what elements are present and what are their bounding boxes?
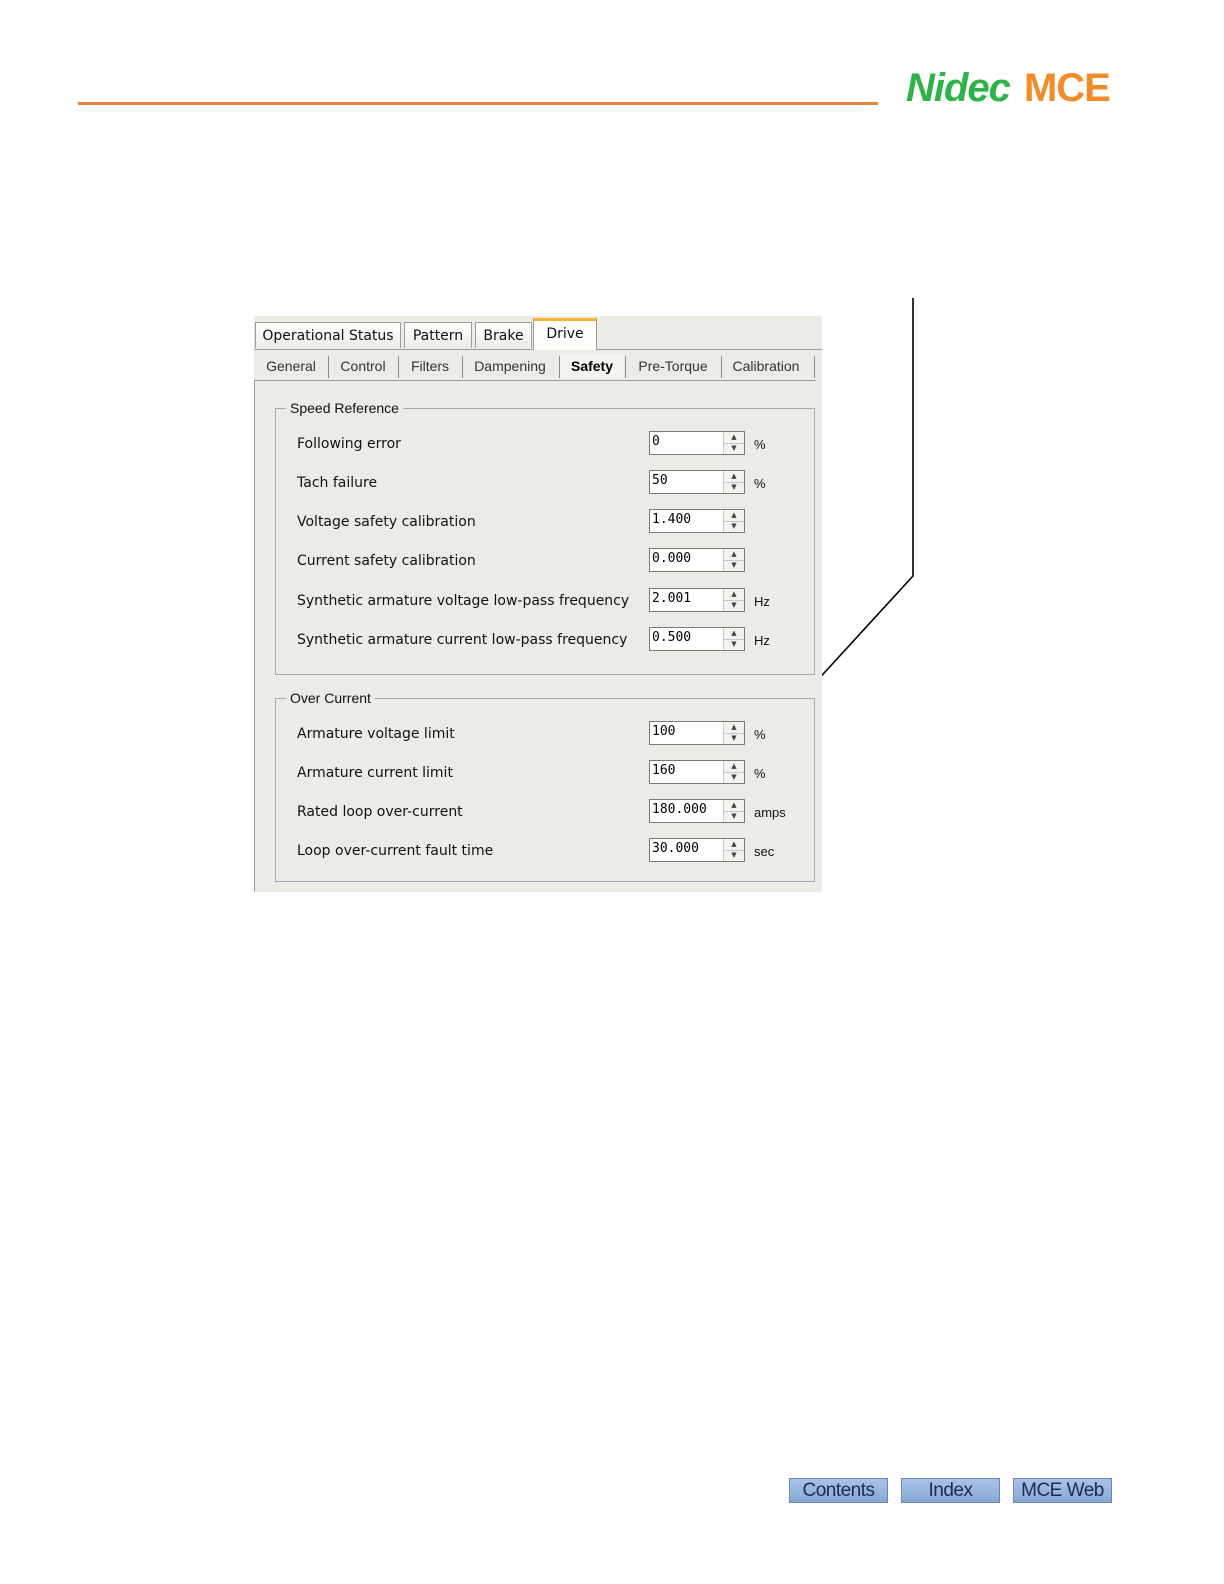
spin-down-icon[interactable]: ▼ <box>731 522 737 530</box>
header-rule <box>78 102 878 105</box>
spin-up-icon[interactable]: ▲ <box>724 549 744 561</box>
footer-nav <box>789 1478 1113 1504</box>
row-unit: % <box>754 727 766 742</box>
spin-up-icon[interactable]: ▲ <box>724 432 744 444</box>
spin-up-icon[interactable]: ▲ <box>724 471 744 483</box>
subtab-calibration[interactable]: Calibration <box>732 358 800 374</box>
tab-drive[interactable]: Drive <box>533 318 597 350</box>
current-safety-calibration-spinbox[interactable] <box>649 548 745 572</box>
spin-value: 2.001 <box>652 591 692 606</box>
subtab-safety[interactable]: Safety <box>560 354 624 378</box>
spin-down-icon[interactable]: ▼ <box>731 812 737 820</box>
row-label: Loop over-current fault time <box>297 843 494 859</box>
spin-value: 0.000 <box>652 551 692 566</box>
row-unit: Hz <box>754 633 770 648</box>
row-synthetic-current-lpf <box>276 627 814 653</box>
row-armature-current-limit <box>276 760 814 786</box>
spin-value: 180.000 <box>652 802 707 817</box>
spin-up-icon[interactable]: ▲ <box>724 800 744 812</box>
row-label: Current safety calibration <box>297 553 476 569</box>
row-unit: sec <box>754 844 775 859</box>
over-current-legend: Over Current <box>286 689 375 707</box>
row-label: Armature voltage limit <box>297 726 455 742</box>
subtab-filters[interactable]: Filters <box>410 358 450 374</box>
row-label: Synthetic armature voltage low-pass frequency <box>297 593 630 609</box>
spin-down-icon[interactable]: ▼ <box>731 851 737 859</box>
row-label: Tach failure <box>297 475 378 491</box>
mce-web-button[interactable]: MCE Web <box>1013 1478 1112 1503</box>
spin-down-icon[interactable]: ▼ <box>731 444 737 452</box>
speed-reference-legend: Speed Reference <box>286 399 403 417</box>
row-armature-voltage-limit <box>276 721 814 747</box>
sub-tab-bar <box>254 352 822 382</box>
spin-down-icon[interactable]: ▼ <box>731 483 737 491</box>
row-unit: Hz <box>754 594 770 609</box>
row-voltage-safety-calibration <box>276 509 814 535</box>
loop-over-current-fault-time-spinbox[interactable] <box>649 838 745 862</box>
subtab-pre-torque[interactable]: Pre-Torque <box>638 358 708 374</box>
spin-up-icon[interactable]: ▲ <box>724 722 744 734</box>
row-rated-loop-over-current <box>276 799 814 825</box>
row-unit: % <box>754 437 766 452</box>
row-synthetic-voltage-lpf <box>276 588 814 614</box>
drive-safety-window <box>254 316 822 892</box>
row-current-safety-calibration <box>276 548 814 574</box>
spin-value: 160 <box>652 763 676 778</box>
spin-down-icon[interactable]: ▼ <box>731 561 737 569</box>
row-label: Following error <box>297 436 401 452</box>
row-unit: amps <box>754 805 786 820</box>
spin-down-icon[interactable]: ▼ <box>731 640 737 648</box>
row-unit: % <box>754 766 766 781</box>
spin-down-icon[interactable]: ▼ <box>731 773 737 781</box>
logo-mce-text: MCE <box>1023 65 1110 110</box>
armature-voltage-limit-spinbox[interactable] <box>649 721 745 745</box>
speed-reference-group <box>275 400 815 675</box>
armature-current-limit-spinbox[interactable] <box>649 760 745 784</box>
tab-pattern[interactable]: Pattern <box>404 322 472 348</box>
spin-value: 0 <box>652 434 660 449</box>
index-button[interactable]: Index <box>901 1478 1000 1503</box>
row-tach-failure <box>276 470 814 496</box>
spin-down-icon[interactable]: ▼ <box>731 734 737 742</box>
synthetic-voltage-lpf-spinbox[interactable] <box>649 588 745 612</box>
row-loop-over-current-fault-time <box>276 838 814 864</box>
spin-down-icon[interactable]: ▼ <box>731 601 737 609</box>
spin-value: 1.400 <box>652 512 692 527</box>
spin-value: 30.000 <box>652 841 699 856</box>
synthetic-current-lpf-spinbox[interactable] <box>649 627 745 651</box>
spin-value: 50 <box>652 473 668 488</box>
top-tab-bar <box>254 316 822 351</box>
following-error-spinbox[interactable] <box>649 431 745 455</box>
over-current-group <box>275 690 815 882</box>
tab-operational-status[interactable]: Operational Status <box>255 322 401 348</box>
row-label: Rated loop over-current <box>297 804 463 820</box>
row-following-error <box>276 431 814 457</box>
spin-up-icon[interactable]: ▲ <box>724 628 744 640</box>
subtab-dampening[interactable]: Dampening <box>474 358 546 374</box>
tach-failure-spinbox[interactable] <box>649 470 745 494</box>
row-unit: % <box>754 476 766 491</box>
row-label: Voltage safety calibration <box>297 514 476 530</box>
spin-value: 100 <box>652 724 676 739</box>
tab-brake[interactable]: Brake <box>475 322 532 348</box>
contents-button[interactable]: Contents <box>789 1478 888 1503</box>
nidec-mce-logo <box>906 65 1110 110</box>
row-label: Synthetic armature current low-pass frequency <box>297 632 628 648</box>
voltage-safety-calibration-spinbox[interactable] <box>649 509 745 533</box>
spin-up-icon[interactable]: ▲ <box>724 510 744 522</box>
spin-up-icon[interactable]: ▲ <box>724 589 744 601</box>
spin-up-icon[interactable]: ▲ <box>724 761 744 773</box>
spin-up-icon[interactable]: ▲ <box>724 839 744 851</box>
rated-loop-over-current-spinbox[interactable] <box>649 799 745 823</box>
logo-nidec-text: Nidec <box>906 65 1010 110</box>
spin-value: 0.500 <box>652 630 692 645</box>
row-label: Armature current limit <box>297 765 453 781</box>
subtab-general[interactable]: General <box>266 358 316 374</box>
subtab-control[interactable]: Control <box>340 358 386 374</box>
